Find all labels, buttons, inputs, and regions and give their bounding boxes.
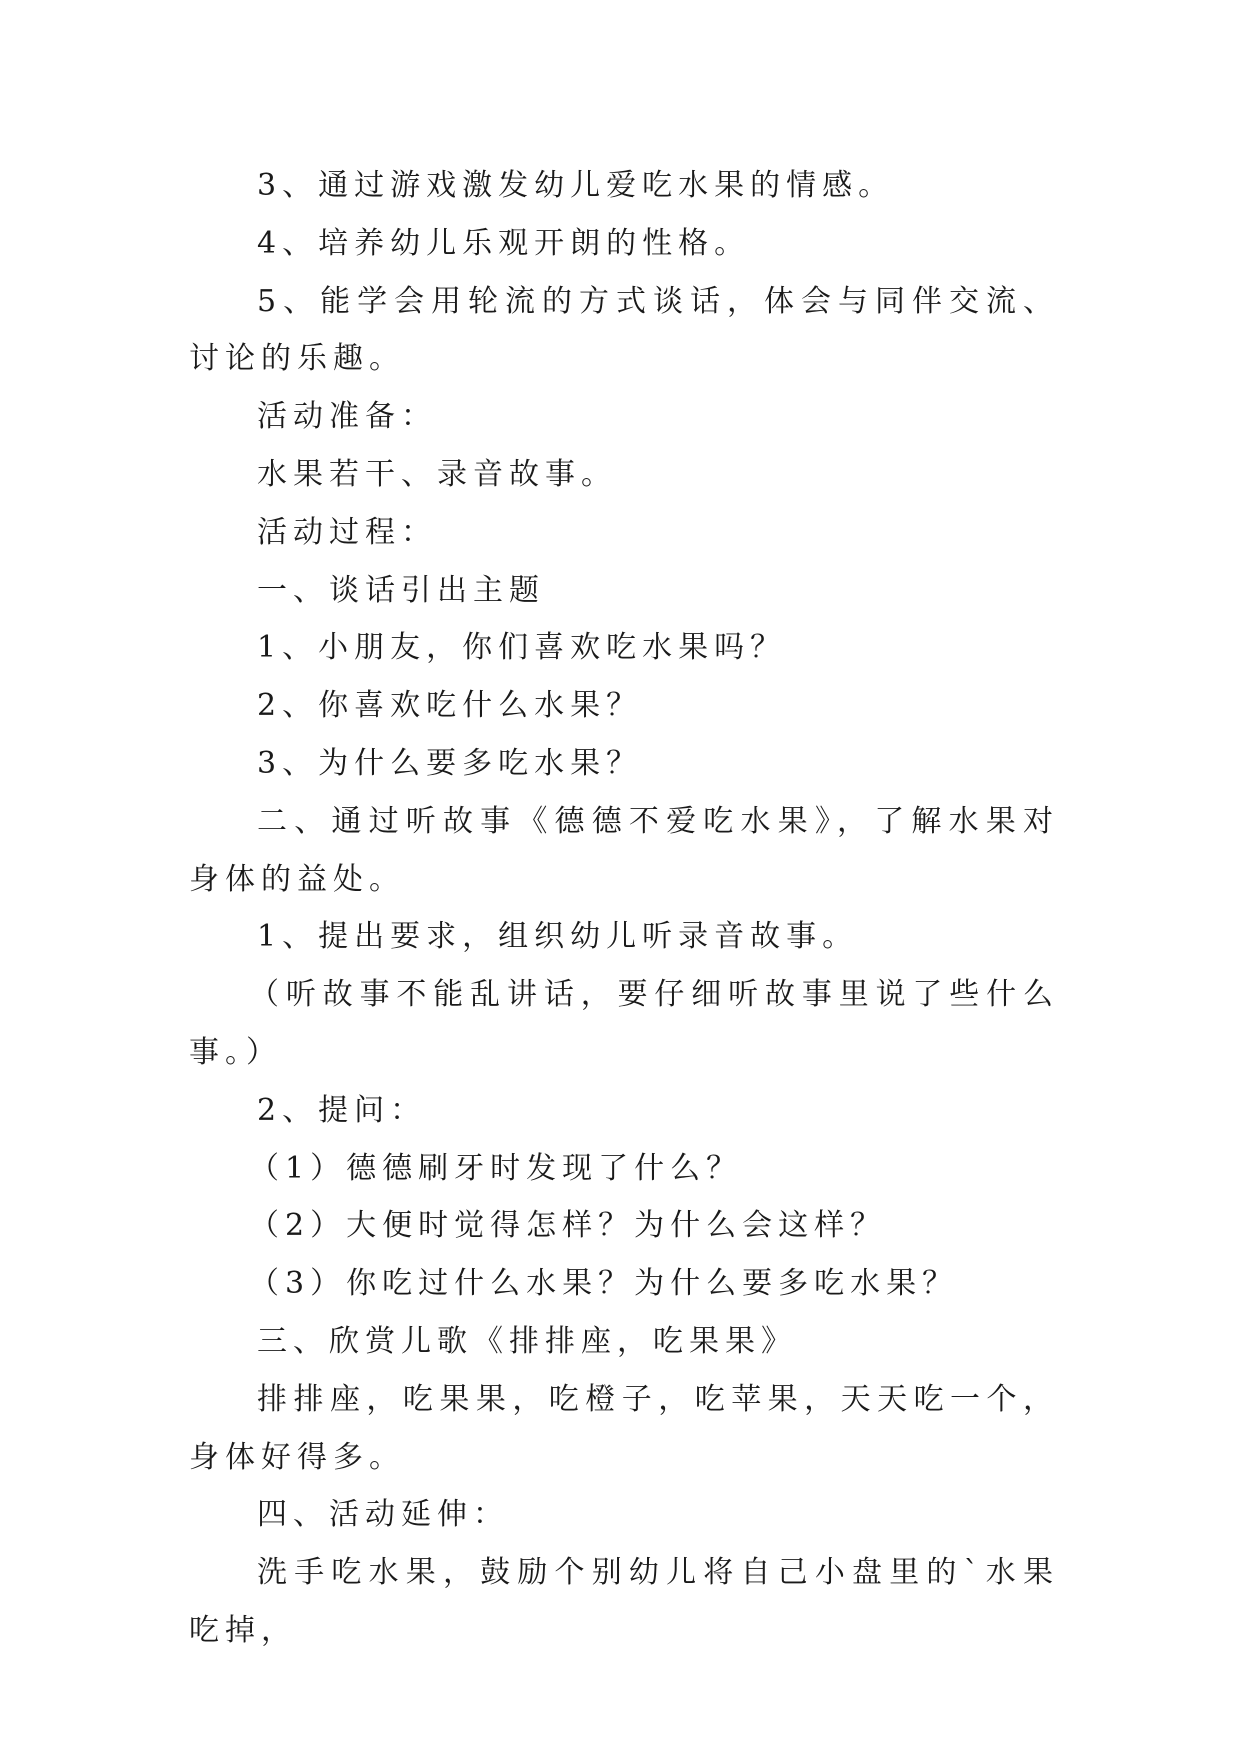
preparation-content: 水果若干、录音故事。 [257,456,617,492]
process-heading: 活动过程： [257,514,437,550]
section-3-heading: 三、欣赏儿歌《排排座，吃果果》 [257,1323,797,1359]
question-2: 2、你喜欢吃什么水果？ [257,688,643,724]
extension-content: 洗手吃水果，鼓励个别幼儿将自己小盘里的`水果吃掉， [189,1555,1059,1648]
preparation-heading: 活动准备： [257,399,437,435]
sub-question-2: （2）大便时觉得怎样？为什么会这样？ [249,1208,887,1244]
section-4-heading: 四、活动延伸： [257,1497,509,1533]
section-2-step-1: 1、提出要求，组织幼儿听录音故事。 [257,919,859,955]
sub-question-1: （1）德德刷牙时发现了什么？ [249,1150,743,1186]
objective-5: 5、能学会用轮流的方式谈话，体会与同伴交流、讨论的乐趣。 [189,283,1059,377]
question-1: 1、小朋友，你们喜欢吃水果吗？ [257,630,787,666]
section-2-step-2: 2、提问： [257,1092,427,1128]
objective-3: 3、通过游戏激发幼儿爱吃水果的情感。 [257,168,895,203]
question-3: 3、为什么要多吃水果？ [257,745,643,781]
section-2-note: （听故事不能乱讲话，要仔细听故事里说了些什么事。） [189,977,1059,1070]
document-body [189,157,1059,1660]
section-1-heading: 一、谈话引出主题 [257,572,545,608]
sub-question-3: （3）你吃过什么水果？为什么要多吃水果？ [249,1266,959,1302]
nursery-rhyme: 排排座，吃果果，吃橙子，吃苹果，天天吃一个，身体好得多。 [189,1381,1059,1475]
objective-4: 4、培养幼儿乐观开朗的性格。 [257,225,751,261]
section-2-heading: 二、通过听故事《德德不爱吃水果》，了解水果对身体的益处。 [189,803,1059,897]
